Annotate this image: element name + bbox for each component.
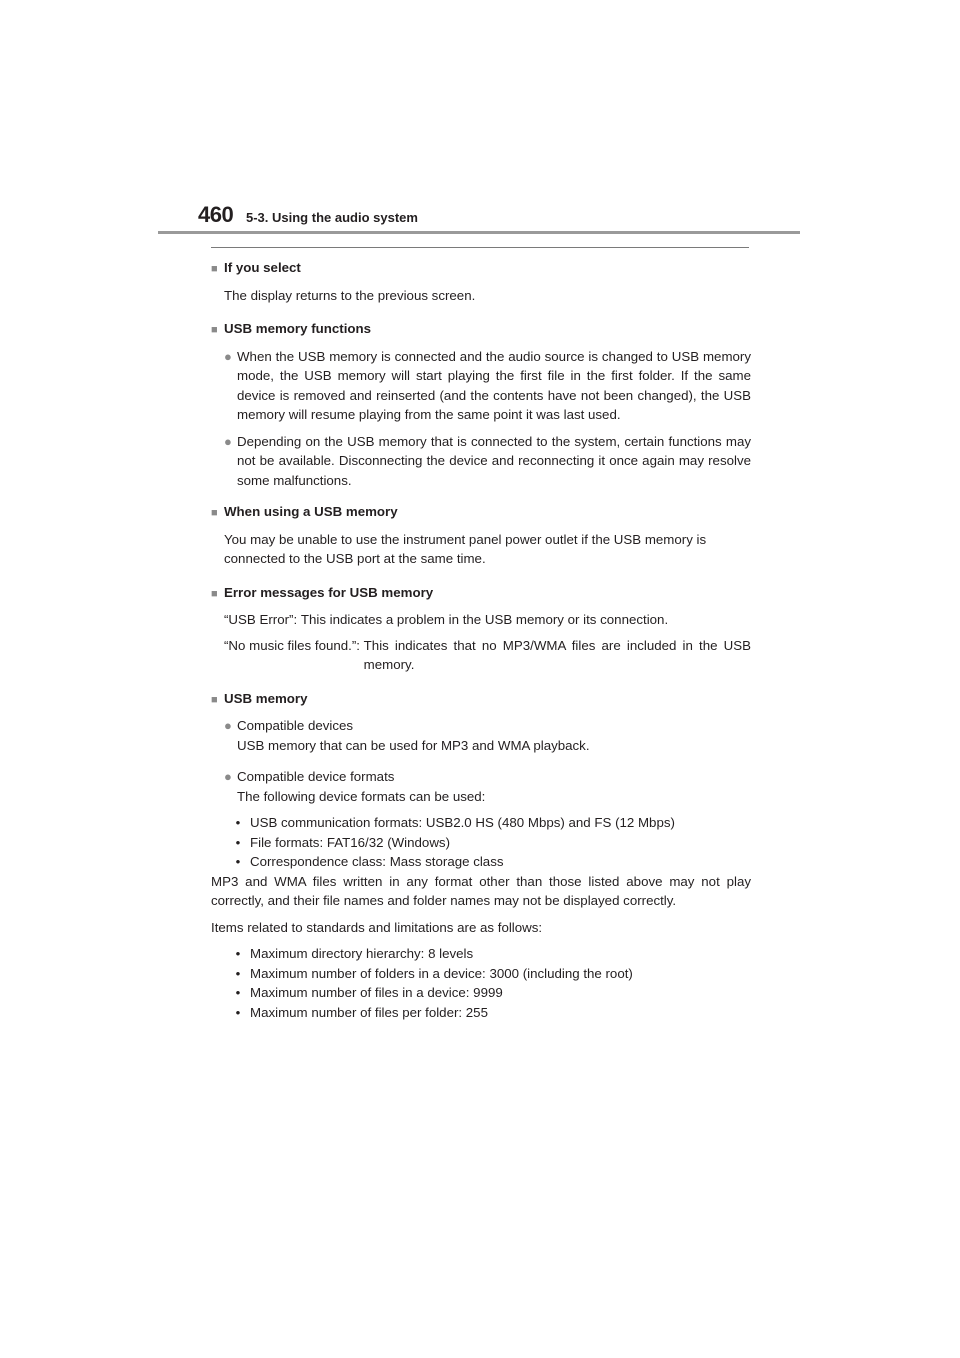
sub-list-item: [226, 1003, 751, 1023]
paragraph: Items related to standards and limitations are as follows:: [211, 919, 543, 935]
heading-error-messages: [211, 583, 751, 605]
square-bullet-icon: ■: [211, 324, 218, 336]
sub-bullet-icon: •: [235, 834, 241, 850]
square-bullet-icon: ■: [211, 693, 218, 706]
sub-list-item-text: Correspondence class: Mass storage class: [250, 854, 504, 869]
circle-bullet-icon: ●: [224, 433, 232, 449]
square-bullet-icon: ■: [211, 263, 218, 275]
heading-text: USB memory functions: [224, 321, 372, 336]
square-bullet-icon: ■: [211, 587, 218, 600]
sub-bullet-icon: •: [235, 815, 241, 830]
list-item: [224, 767, 751, 806]
error-description: This indicates a problem in the USB memory or its connection.: [300, 612, 669, 627]
error-label: “No music files found.”:: [224, 637, 360, 653]
sub-bullet-icon: •: [235, 965, 241, 981]
sub-list-item: [226, 852, 751, 872]
sub-bullet-icon: •: [235, 985, 241, 1000]
limits-sub-list: [224, 944, 751, 1022]
heading-text: Error messages for USB memory: [224, 584, 434, 600]
square-bullet-icon: ■: [211, 507, 218, 519]
paragraph: MP3 and WMA files written in any format other than those listed above may not play correctly, and their file names and folder names may not be displayed correctly.: [211, 873, 751, 908]
circle-bullet-icon: ●: [224, 718, 232, 733]
paragraph: The display returns to the previous screen.: [224, 287, 476, 303]
section-title: 5-3. Using the audio system: [246, 210, 418, 225]
heading-when-using-usb: [211, 502, 751, 524]
paragraph: You may be unable to use the instrument panel power outlet if the USB memory is connected to the USB port at the same time.: [224, 531, 707, 566]
heading-text: USB memory: [224, 690, 308, 706]
circle-bullet-icon: ●: [224, 348, 232, 364]
sub-list-item: [226, 964, 751, 984]
heading-usb-memory-functions: [211, 319, 751, 341]
error-description: This indicates that no MP3/WMA files are included in the USB memory.: [363, 637, 751, 672]
heading-text: When using a USB memory: [224, 504, 398, 519]
list-item: [224, 716, 751, 755]
heading-text: If you select: [224, 260, 301, 275]
header-rule: [158, 231, 800, 234]
sub-list-item-text: Maximum number of folders in a device: 3000 (including the root): [250, 965, 633, 981]
sub-list-item-text: Maximum directory hierarchy: 8 levels: [250, 946, 474, 961]
list-item-text: Depending on the USB memory that is connected to the system, certain functions may not be available. Disconnecting the device and reconnecting it once again may resolve some malfunctions.: [237, 433, 751, 488]
sub-list-item-text: File formats: FAT16/32 (Windows): [250, 834, 450, 850]
content-rule: [211, 247, 749, 248]
list-item-text: The following device formats can be used:: [237, 788, 486, 804]
list-item-body: [237, 767, 751, 806]
sub-bullet-icon: •: [235, 946, 241, 961]
sub-list-item-text: USB communication formats: USB2.0 HS (480 Mbps) and FS (12 Mbps): [250, 815, 675, 830]
heading-if-you-select: [211, 258, 751, 280]
sub-list-item: [226, 944, 751, 964]
list-item-text: When the USB memory is connected and the audio source is changed to USB memory mode, the USB memory will start playing the first file in the first folder. If the same device is removed and reinserted (and the contents have not been changed), the USB memory will resume playing from the same point it was last used.: [237, 348, 751, 422]
sub-bullet-icon: •: [235, 854, 241, 869]
format-sub-list: [224, 813, 751, 872]
error-message-item: [224, 610, 751, 630]
sub-list-item: [226, 983, 751, 1003]
page-content: [211, 258, 751, 1022]
list-item-body: [237, 716, 751, 755]
list-item-title: Compatible device formats: [237, 769, 395, 784]
sub-list-item: [226, 813, 751, 833]
error-label: “USB Error”:: [224, 612, 298, 627]
list-item: [224, 432, 751, 491]
list-item-text: USB memory that can be used for MP3 and WMA playback.: [237, 737, 590, 753]
sub-bullet-icon: •: [235, 1004, 241, 1020]
sub-list-item: [226, 833, 751, 853]
error-message-item: [224, 636, 751, 675]
heading-usb-memory: [211, 689, 751, 711]
sub-list-item-text: Maximum number of files in a device: 9999: [250, 985, 503, 1000]
sub-list-item-text: Maximum number of files per folder: 255: [250, 1004, 488, 1020]
circle-bullet-icon: ●: [224, 769, 232, 784]
list-item: [224, 347, 751, 425]
list-item-title: Compatible devices: [237, 718, 354, 733]
page-number: 460: [198, 202, 234, 227]
